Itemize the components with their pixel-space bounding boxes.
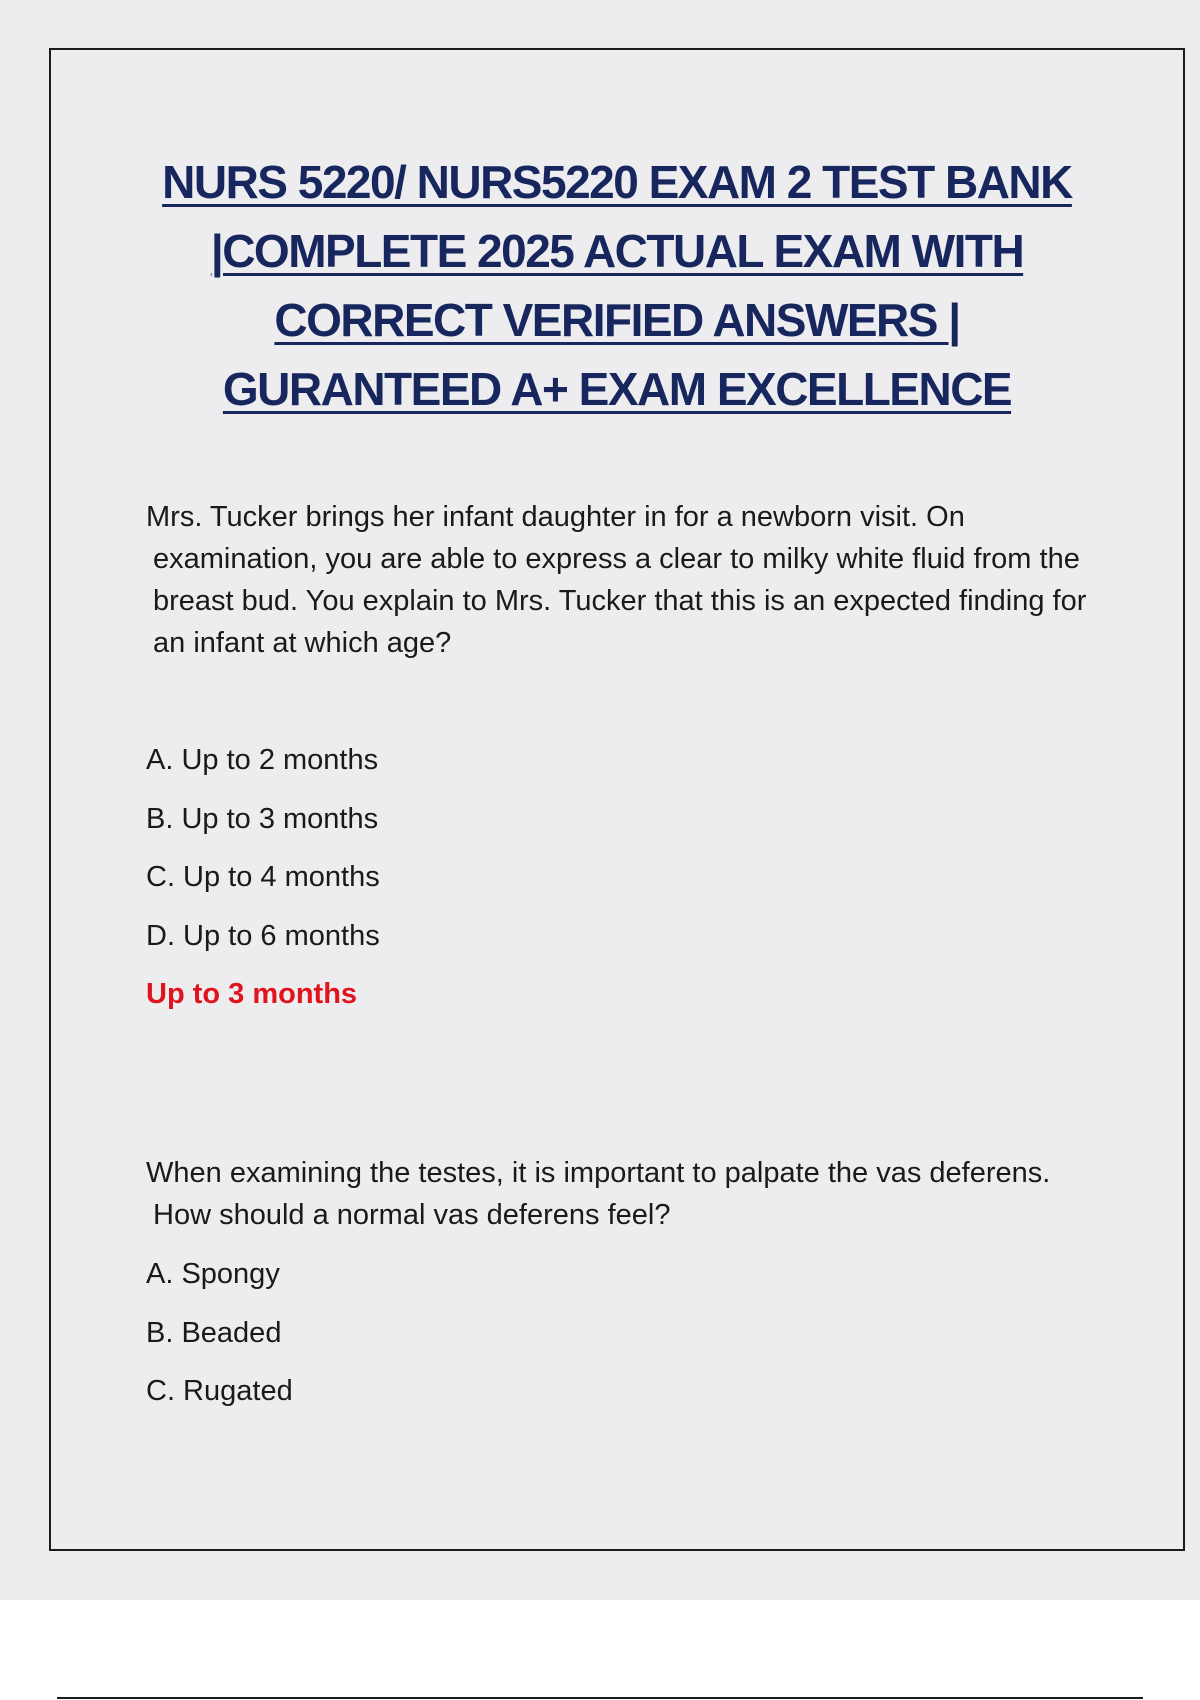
question-1-options <box>146 740 380 974</box>
question-1-option-c: C. Up to 4 months <box>146 861 380 893</box>
question-1-answer: Up to 3 months <box>146 978 358 1010</box>
question-2-options <box>146 1254 293 1430</box>
question-1-option-b: B. Up to 3 months <box>146 802 379 835</box>
footer-divider <box>57 1697 1143 1699</box>
question-2-text: When examining the testes, it is important to palpate the vas deferens. How should a normal vas deferens feel? <box>146 1157 1051 1231</box>
question-1-option-d: D. Up to 6 months <box>146 919 380 952</box>
title-line-1: NURS 5220/ NURS5220 EXAM 2 TEST BANK <box>162 156 1072 208</box>
question-2-option-b: B. Beaded <box>146 1316 282 1349</box>
question-1-text: Mrs. Tucker brings her infant daughter in for a newborn visit. On examination, you are able to express a clear to milky white fluid from the breast bud. You explain to Mrs. Tucker that this is an expected finding for an infant at which age? <box>146 501 1087 659</box>
title-line-3: CORRECT VERIFIED ANSWERS | <box>274 294 960 346</box>
title-line-4: GURANTEED A+ EXAM EXCELLENCE <box>222 363 1012 415</box>
question-1-option-a: A. Up to 2 months <box>146 744 379 776</box>
title-line-2: |COMPLETE 2025 ACTUAL EXAM WITH <box>210 225 1024 277</box>
question-2-option-a: A. Spongy <box>146 1258 280 1290</box>
question-2-option-c: C. Rugated <box>146 1375 293 1407</box>
document-title <box>49 148 1185 424</box>
